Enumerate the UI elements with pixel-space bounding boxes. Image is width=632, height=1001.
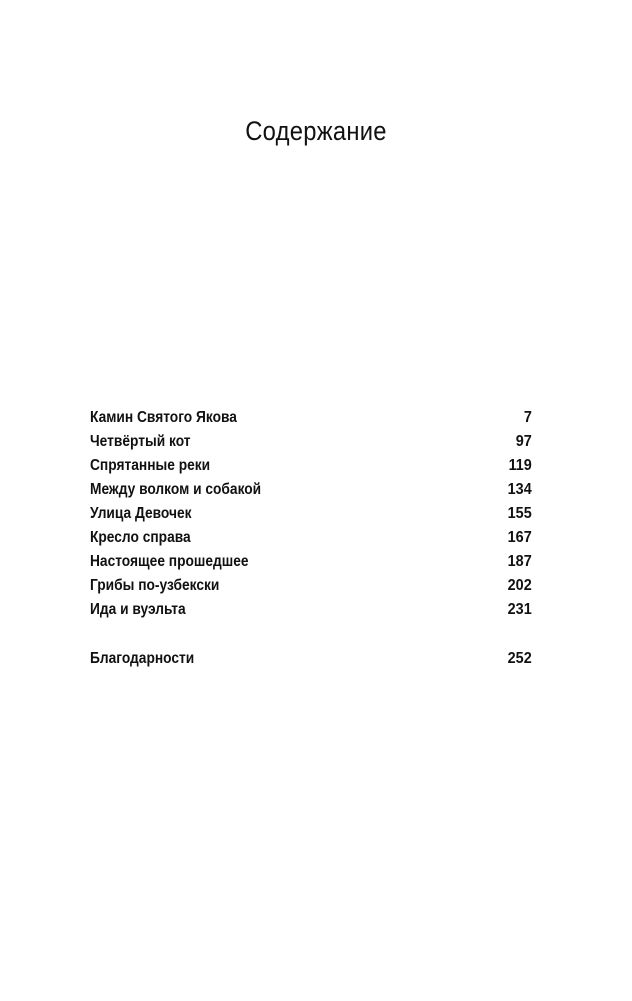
toc-section-gap xyxy=(90,622,532,647)
toc-entry-title: Улица Девочек xyxy=(90,505,192,522)
toc-entry-page: 167 xyxy=(507,529,532,546)
table-of-contents xyxy=(90,406,532,671)
toc-entry-page: 252 xyxy=(507,650,532,667)
page-title: Содержание xyxy=(245,116,387,146)
toc-entry-acknowledgements xyxy=(90,647,532,671)
toc-entry xyxy=(90,502,532,526)
toc-entry xyxy=(90,526,532,550)
toc-entry-title: Благодарности xyxy=(90,650,195,667)
toc-entry-title: Настоящее прошедшее xyxy=(90,553,249,570)
toc-entry-page: 7 xyxy=(523,409,532,426)
toc-entry-title: Грибы по-узбекски xyxy=(90,577,220,594)
toc-entry xyxy=(90,550,532,574)
toc-entry-title: Ида и вуэльта xyxy=(90,601,186,618)
toc-entry-title: Камин Святого Якова xyxy=(90,409,237,426)
toc-entry xyxy=(90,574,532,598)
toc-entry-page: 134 xyxy=(507,481,532,498)
toc-entry-page: 155 xyxy=(507,505,532,522)
toc-entry-page: 97 xyxy=(515,433,532,450)
toc-entry-page: 202 xyxy=(507,577,532,594)
toc-entry xyxy=(90,478,532,502)
toc-entry-title: Четвёртый кот xyxy=(90,433,191,450)
toc-entry-title: Спрятанные реки xyxy=(90,457,211,474)
toc-entry-title: Кресло справа xyxy=(90,529,191,546)
toc-entry-page: 119 xyxy=(508,457,532,474)
toc-entry xyxy=(90,598,532,622)
toc-entry-page: 231 xyxy=(507,601,532,618)
toc-entry xyxy=(90,406,532,430)
toc-entry xyxy=(90,430,532,454)
toc-entry-title: Между волком и собакой xyxy=(90,481,262,498)
toc-entry xyxy=(90,454,532,478)
toc-entry-page: 187 xyxy=(507,553,532,570)
